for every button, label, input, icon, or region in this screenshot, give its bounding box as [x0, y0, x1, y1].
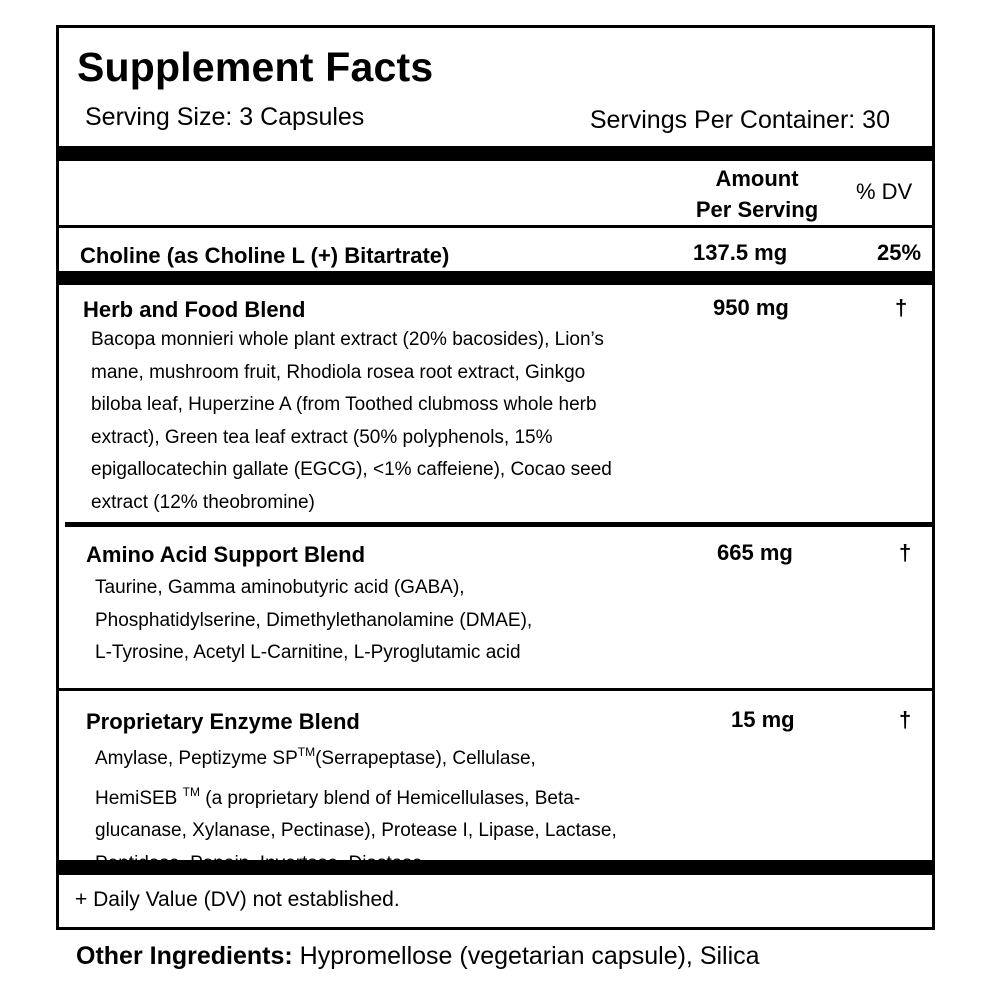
other-ingredients-text: Hypromellose (vegetarian capsule), Silica — [292, 942, 760, 970]
other-ingredients-label: Other Ingredients: — [76, 942, 293, 970]
divider — [59, 225, 932, 228]
trademark-mark: TM — [182, 784, 200, 799]
herb-blend-ingredients — [91, 324, 612, 519]
enzyme-blend-amount: 15 mg — [731, 707, 795, 732]
divider — [65, 522, 932, 527]
ingredient-line: Bacopa monnieri whole plant extract (20% bacosides), Lion’s — [91, 329, 604, 350]
ingredient-line: Taurine, Gamma aminobutyric acid (GABA), — [95, 577, 465, 598]
enzyme-blend-dv: † — [899, 707, 912, 732]
herb-blend-dv: † — [895, 295, 908, 320]
ingredient-line: mane, mushroom fruit, Rhodiola rosea root extract, Ginkgo — [91, 361, 586, 383]
ingredient-line: Amylase, Peptizyme SP™(Serrapeptase), Cellulase, — [95, 745, 536, 769]
panel-title: Supplement Facts — [77, 44, 434, 90]
thick-divider — [59, 271, 932, 285]
amount-per-serving-header — [673, 163, 841, 225]
amount-header-line2: Per Serving — [695, 197, 819, 222]
dv-footnote: + Daily Value (DV) not established. — [75, 888, 400, 911]
amino-blend-name: Amino Acid Support Blend — [86, 542, 366, 567]
ingredient-line: biloba leaf, Huperzine A (from Toothed clubmoss whole herb — [91, 394, 597, 415]
enzyme-blend-ingredients — [95, 736, 617, 880]
ingredient-line: HemiSEB ™ (a proprietary blend of Hemicellulases, Beta- — [95, 784, 581, 809]
amount-header-line1: Amount — [715, 166, 799, 191]
ingredient-line: glucanase, Xylanase, Pectinase), Protease I, Lipase, Lactase, — [95, 820, 617, 841]
other-ingredients — [76, 942, 760, 971]
ingredient-line: extract), Green tea leaf extract (50% polyphenols, 15% — [91, 426, 553, 448]
dv-header: % DV — [856, 179, 913, 204]
divider — [59, 688, 932, 691]
ingredient-line: Phosphatidylserine, Dimethylethanolamine (DMAE), — [95, 609, 533, 631]
thick-divider — [59, 146, 932, 161]
choline-dv: 25% — [877, 240, 922, 265]
ingredient-line: L-Tyrosine, Acetyl L-Carnitine, L-Pyroglutamic acid — [95, 642, 521, 663]
servings-per-container: Servings Per Container: 30 — [589, 106, 890, 134]
amino-blend-amount: 665 mg — [717, 540, 793, 565]
choline-name: Choline (as Choline L (+) Bitartrate) — [80, 243, 450, 268]
supplement-facts-panel — [56, 25, 935, 930]
ingredient-line: epigallocatechin gallate (EGCG), <1% caffeiene), Cocao seed — [91, 459, 612, 480]
amino-blend-ingredients — [95, 572, 532, 670]
serving-size: Serving Size: 3 Capsules — [85, 103, 365, 131]
trademark-mark: TM — [297, 745, 316, 759]
ingredient-line: extract (12% theobromine) — [91, 491, 315, 513]
herb-blend-name: Herb and Food Blend — [83, 297, 306, 322]
choline-amount: 137.5 mg — [693, 240, 788, 265]
herb-blend-amount: 950 mg — [713, 295, 789, 320]
amino-blend-dv: † — [899, 540, 912, 565]
thick-divider — [59, 860, 932, 875]
enzyme-blend-name: Proprietary Enzyme Blend — [86, 709, 360, 734]
